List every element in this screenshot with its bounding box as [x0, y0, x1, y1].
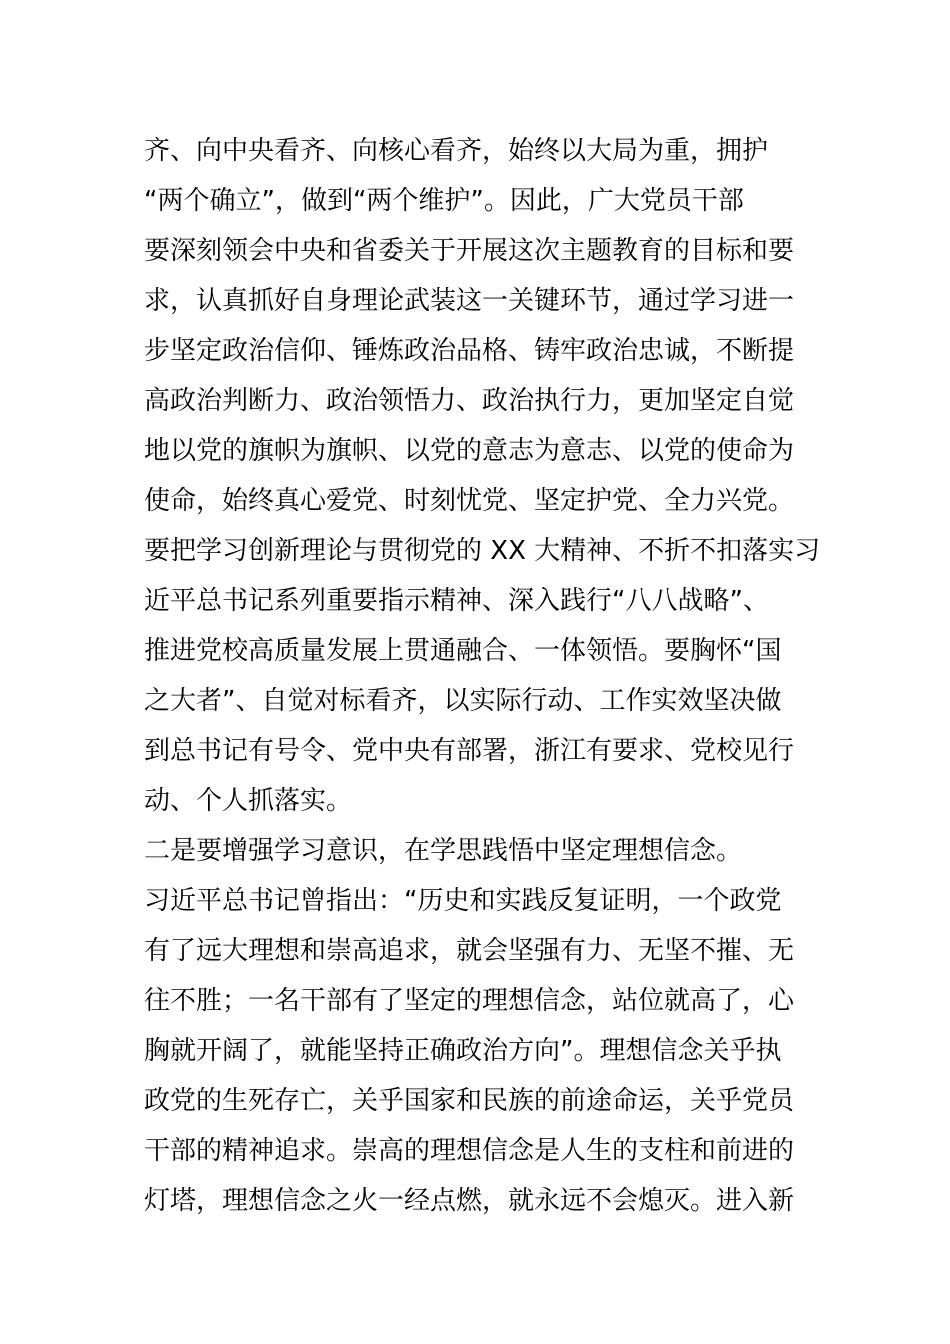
text-line: 高政治判断力、政治领悟力、政治执行力，更加坚定自觉	[144, 386, 795, 416]
text-line: 胸就开阔了，就能坚持正确政治方向”。理想信念关乎执	[144, 1036, 782, 1066]
text-line: 往不胜；一名干部有了坚定的理想信念，站位就高了，心	[144, 986, 795, 1016]
text-line: 之大者”、自觉对标看齐，以实际行动、工作实效坚决做	[144, 686, 782, 716]
text-line: 有了远大理想和崇高追求，就会坚强有力、无坚不摧、无	[144, 936, 795, 966]
text-line: 推进党校高质量发展上贯通融合、一体领悟。要胸怀“国	[144, 636, 782, 666]
body-text	[144, 126, 821, 1226]
section-heading: 二是要增强学习意识，在学思践悟中坚定理想信念。	[144, 836, 743, 866]
text-line: 使命，始终真心爱党、时刻忧党、坚定护党、全力兴党。	[144, 486, 795, 516]
text-line: 到总书记有号令、党中央有部署，浙江有要求、党校见行	[144, 736, 795, 766]
text-line: 习近平总书记曾指出：“历史和实践反复证明，一个政党	[144, 886, 782, 916]
text-line: 求，认真抓好自身理论武装这一关键环节，通过学习进一	[144, 286, 795, 316]
text-line: 步坚定政治信仰、锤炼政治品格、铸牢政治忠诚，不断提	[144, 336, 795, 366]
text-line: “两个确立”，做到“两个维护”。因此，广大党员干部	[144, 186, 744, 216]
text-line: 地以党的旗帜为旗帜、以党的意志为意志、以党的使命为	[144, 436, 795, 466]
text-line: 齐、向中央看齐、向核心看齐，始终以大局为重，拥护	[144, 136, 769, 166]
text-line: 政党的生死存亡，关乎国家和民族的前途命运，关乎党员	[144, 1086, 795, 1116]
text-line: 要深刻领会中央和省委关于开展这次主题教育的目标和要	[144, 236, 795, 266]
text-line: 动、个人抓落实。	[144, 786, 353, 816]
text-line: 近平总书记系列重要指示精神、深入践行“八八战略”、	[144, 586, 769, 616]
text-line: 灯塔，理想信念之火一经点燃，就永远不会熄灭。进入新	[144, 1186, 795, 1216]
text-line: 要把学习创新理论与贯彻党的 XX 大精神、不折不扣落实习	[144, 536, 821, 566]
text-line: 干部的精神追求。崇高的理想信念是人生的支柱和前进的	[144, 1136, 795, 1166]
